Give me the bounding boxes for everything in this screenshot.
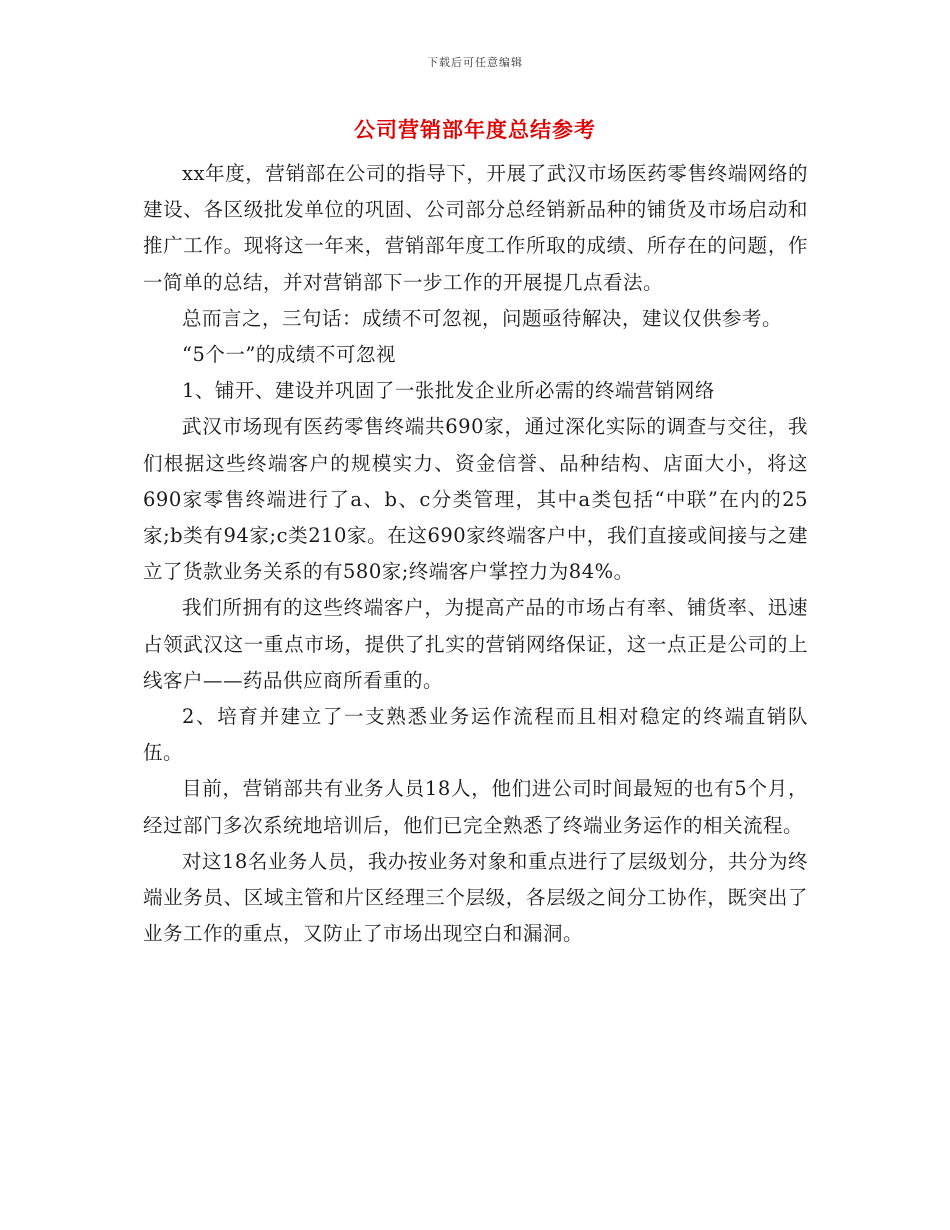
- paragraph-staff: 目前，营销部共有业务人员18人，他们进公司时间最短的也有5个月，经过部门多次系统地培训后，他们已完全熟悉了终端业务运作的相关流程。: [143, 777, 808, 837]
- subheading-2: 2、培育并建立了一支熟悉业务运作流程而且相对稳定的终端直销队伍。: [143, 705, 808, 765]
- header-note: 下载后可任意编辑: [427, 56, 523, 69]
- document-title: 公司营销部年度总结参考: [354, 117, 596, 142]
- document-body: [143, 156, 808, 952]
- paragraph-terminal-clients: 我们所拥有的这些终端客户，为提高产品的市场占有率、铺货率、迅速占领武汉这一重点市场，提供了扎实的营销网络保证，这一点正是公司的上线客户——药品供应商所看重的。: [143, 596, 808, 692]
- subheading-1: 1、铺开、建设并巩固了一张批发企业所必需的终端营销网络: [182, 379, 715, 403]
- section-heading-achievements: “5个一”的成绩不可忽视: [182, 343, 396, 367]
- paragraph-intro: xx年度，营销部在公司的指导下，开展了武汉市场医药零售终端网络的建设、各区级批发单位的巩固、公司部分总经销新品种的铺货及市场启动和推广工作。现将这一年来，营销部年度工作所取的成绩、所存在的问题，作一简单的总结，并对营销部下一步工作的开展提几点看法。: [143, 162, 808, 294]
- paragraph-staff-levels: 对这18名业务人员，我办按业务对象和重点进行了层级划分，共分为终端业务员、区域主管和片区经理三个层级，各层级之间分工协作，既突出了业务工作的重点，又防止了市场出现空白和漏洞。: [143, 849, 808, 946]
- paragraph-summary: 总而言之，三句话：成绩不可忽视，问题亟待解决，建议仅供参考。: [182, 306, 783, 330]
- paragraph-terminal-network: 武汉市场现有医药零售终端共690家，通过深化实际的调查与交往，我们根据这些终端客户的规模实力、资金信誉、品种结构、店面大小，将这690家零售终端进行了a、b、c分类管理，其中a类包括“中联”在内的25家;b类有94家;c类210家。在这690家终端客户中，我们直接或间接与之建立了货款业务关系的有580家;终端客户掌控力为84%。: [143, 415, 808, 584]
